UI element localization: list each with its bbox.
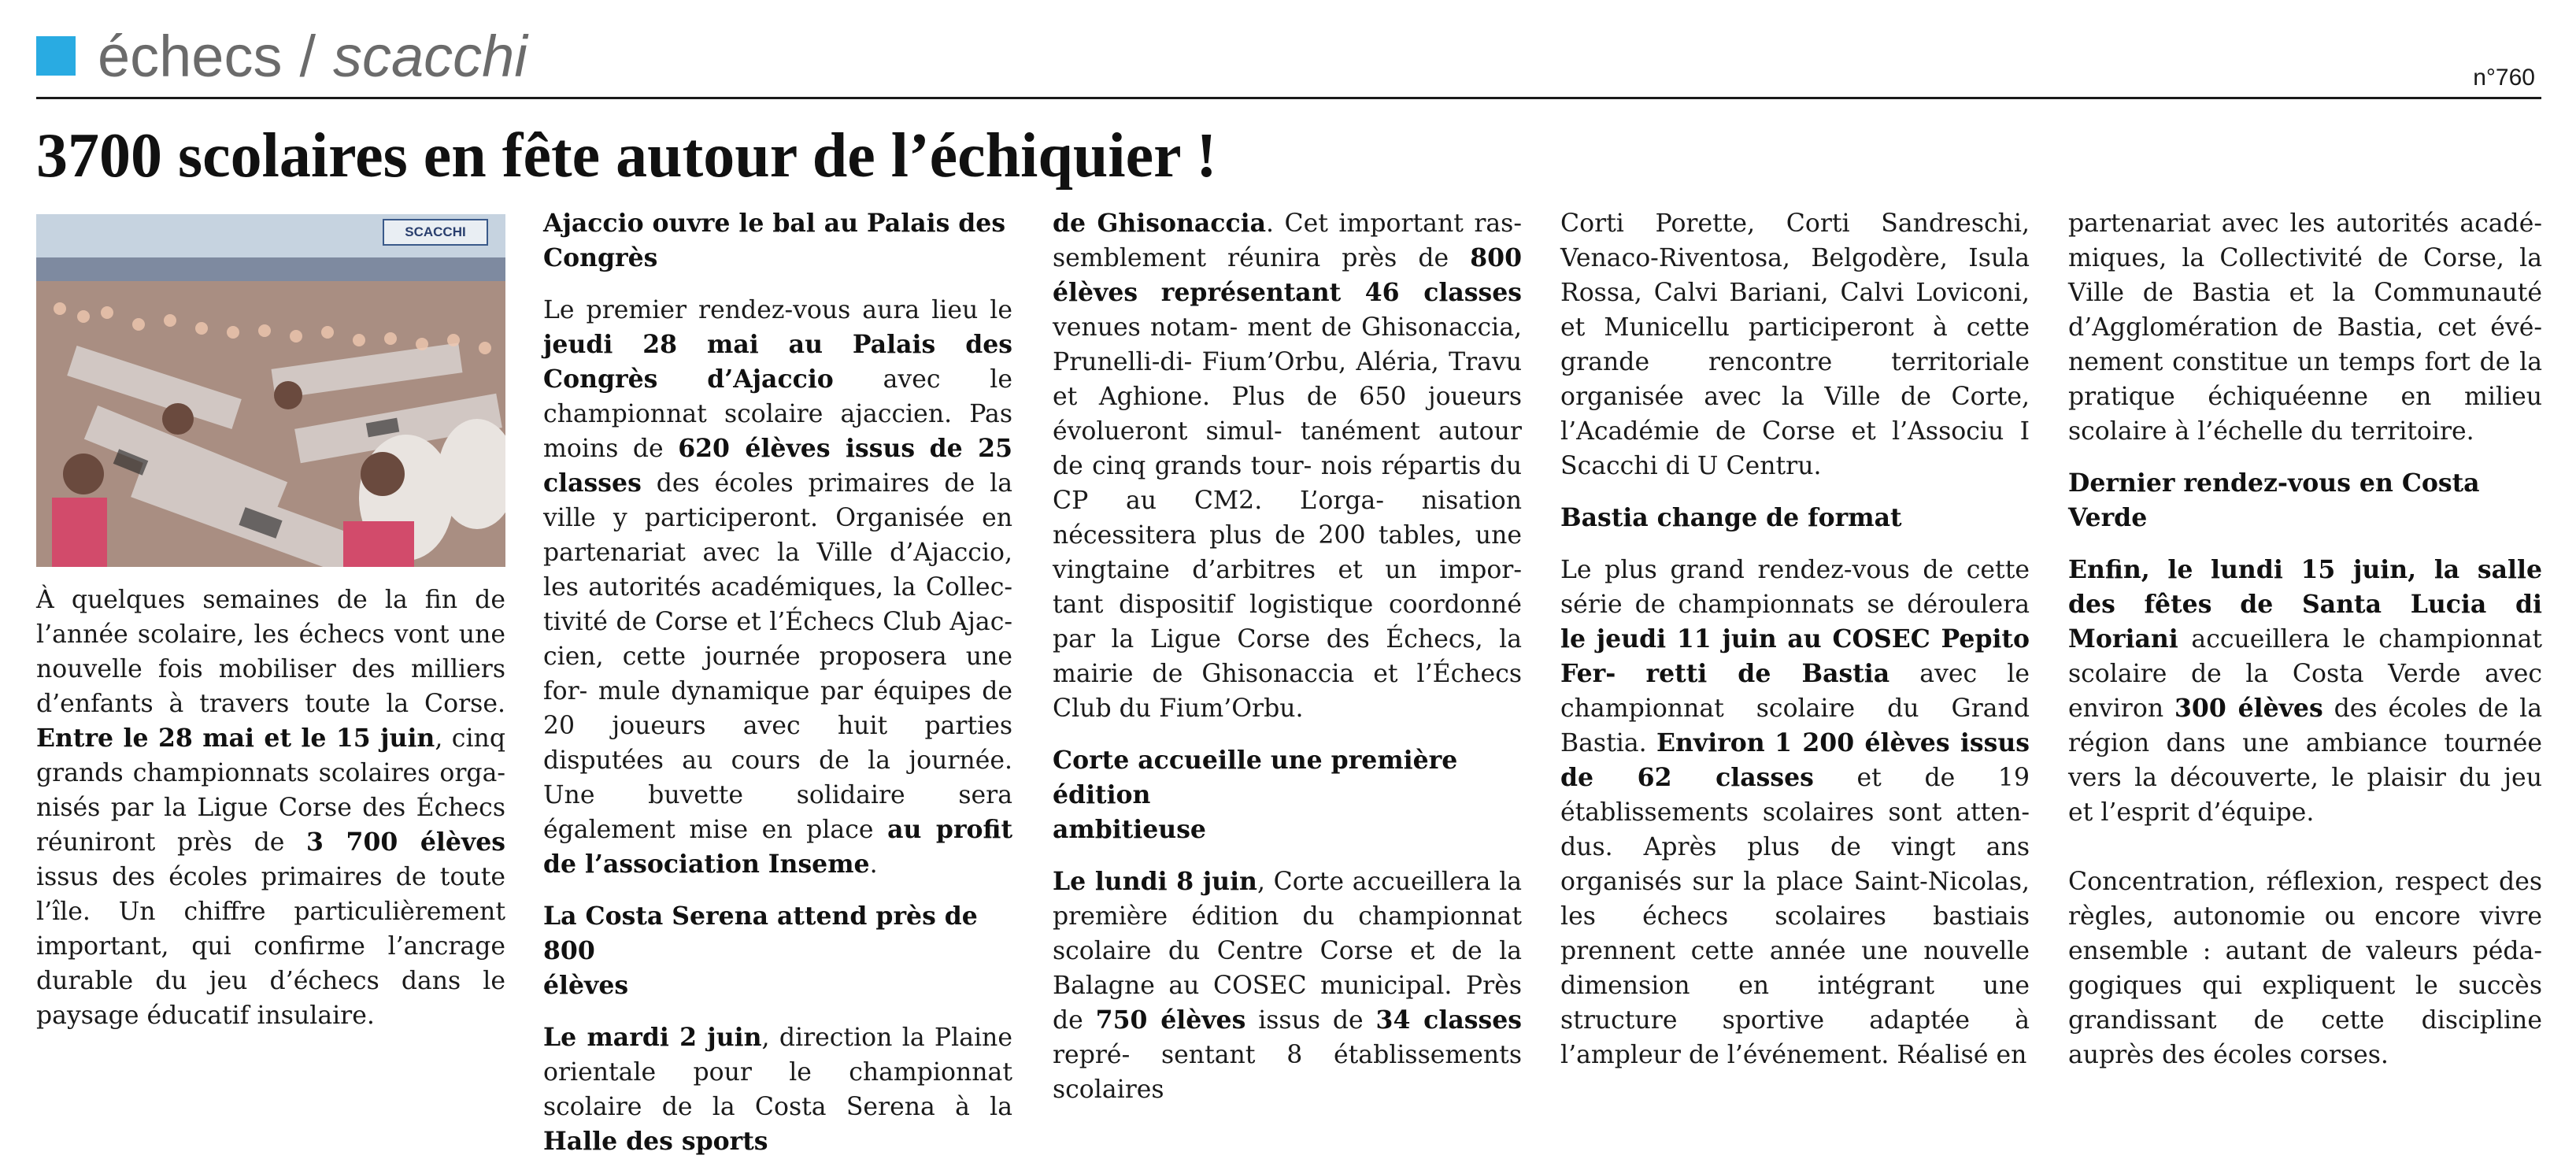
subhead-costa-verde: Dernier rendez-vous en Costa Verde	[2068, 468, 2480, 532]
column-1	[36, 206, 505, 1033]
rubric-french: échecs	[98, 23, 283, 89]
bastia-continued-paragraph: partenariat avec les autorités acadé- miques, la Collectivité de Corse, la Ville de Bastia et la Communauté d’Agglomération de Bastia, cet évé- nement constitue un temps fort de la pratique échiquéenne en milieu scolaire à l’échelle du territoire.	[2068, 209, 2542, 446]
conclusion-paragraph: Concentration, réflexion, respect des règles, autonomie ou encore vivre ensemble : autant de valeurs péda- gogiques qui expliquent le succès grandissant de cette discipline auprès des écoles corses.	[2068, 868, 2542, 1069]
corte-paragraph: Le lundi 8 juin, Corte accueillera la première édition du championnat scolaire du Centre Corse et de la Balagne au COSEC municipal. Près de 750 élèves issus de 34 classes repré- sentant 8 établissements scolaires	[1053, 867, 1522, 1104]
bastia-paragraph: Le plus grand rendez-vous de cette série de championnats se déroulera le jeudi 11 juin au COSEC Pepito Fer- retti de Bastia avec le championnat scolaire du Grand Bastia. Environ 1 200 élèves issus de 62 classes et de 19 établissements scolaires sont atten- dus. Après plus de vingt ans organisés sur la place Saint-Nicolas, les échecs scolaires bastiais prennent cette année une nouvelle dimension en intégrant une structure sportive adaptée à l’ampleur de l’événement. Réalisé en	[1560, 556, 2030, 1069]
rubric-separator: /	[299, 23, 316, 89]
subhead-ajaccio: Ajaccio ouvre le bal au Palais des Congrès	[543, 209, 1006, 272]
rubric-square-icon	[36, 36, 76, 76]
section-rubric	[36, 24, 527, 88]
issue-number: n°760	[2473, 65, 2535, 91]
rubric-italian: scacchi	[333, 23, 527, 89]
costa-serena-paragraph: Le mardi 2 juin, direction la Plaine orientale pour le championnat scolaire de la Costa Serena à la Halle des sports	[543, 1023, 1012, 1156]
article-headline: 3700 scolaires en fête autour de l’échiquier !	[36, 121, 1217, 191]
subhead-corte: Corte accueille une première édition ambitieuse	[1053, 746, 1458, 844]
ghisonaccia-paragraph: de Ghisonaccia. Cet important ras- semblement réunira près de 800 élèves représentant 46 classes venues notam- ment de Ghisonaccia, Prunelli-di- Fium’Orbu, Aléria, Travu et Aghione. Plus de 650 joueurs évolueront simul- tanément autour de cinq grands tour- nois répartis du CP au CM2. L’orga- nisation nécessitera plus de 200 tables, une vingtaine d’arbitres et un impor- tant dispositif logistique coordonné par la Ligue Corse des Échecs, la mairie de Ghisonaccia et l’Échecs Club du Fium’Orbu.	[1053, 209, 1523, 723]
column-4	[1560, 206, 2030, 1072]
column-2	[543, 206, 1012, 1159]
intro-paragraph: À quelques semaines de la fin de l’année scolaire, les échecs vont une nouvelle fois mobiliser des milliers d’enfants à travers toute la Corse. Entre le 28 mai et le 15 juin, cinq grands championnats scolaires orga- nisés par la Ligue Corse des Échecs réuniront près de 3 700 élèves issus des écoles primaires de toute l’île. Un chiffre particulièrement important, qui confirme l’ancrage durable du jeu d’échecs dans le paysage éducatif insulaire.	[36, 586, 506, 1030]
column-3	[1053, 206, 1522, 1107]
ajaccio-paragraph: Le premier rendez-vous aura lieu le jeudi 28 mai au Palais des Congrès d’Ajaccio avec le championnat scolaire ajaccien. Pas moins de 620 élèves issus de 25 classes des écoles primaires de la ville y participeront. Organisée en partenariat avec la Ville d’Ajaccio, les autorités académiques, la Collec- tivité de Corse et l’Échecs Club Ajac- cien, cette journée proposera une for- mule dynamique par équipes de 20 joueurs avec huit parties disputées au cours de la journée. Une buvette solidaire sera également mise en place au profit de l’association Inseme.	[543, 296, 1013, 879]
photo-illustration	[36, 214, 505, 567]
column-5	[2068, 206, 2542, 1072]
photo-banner: SCACCHI	[383, 219, 488, 246]
costa-verde-paragraph: Enfin, le lundi 15 juin, la salle des fêtes de Santa Lucia di Moriani accueillera le championnat scolaire de la Costa Verde avec environ 300 élèves des écoles de la région dans une ambiance tournée vers la découverte, le plaisir du jeu et l’esprit d’équipe.	[2068, 555, 2543, 827]
subhead-costa-serena: La Costa Serena attend près de 800 élèves	[543, 902, 978, 1000]
top-divider	[36, 97, 2541, 99]
corte-continued-paragraph: Corti Porette, Corti Sandreschi, Venaco-Riventosa, Belgodère, Isula Rossa, Calvi Bariani, Calvi Loviconi, et Municellu participeront à cette grande rencontre territoriale organisée avec la Ville de Corte, l’Académie de Corse et l’Associu I Scacchi di U Centru.	[1560, 209, 2030, 480]
subhead-bastia: Bastia change de format	[1560, 503, 1902, 532]
chess-tournament-photo	[36, 214, 505, 567]
